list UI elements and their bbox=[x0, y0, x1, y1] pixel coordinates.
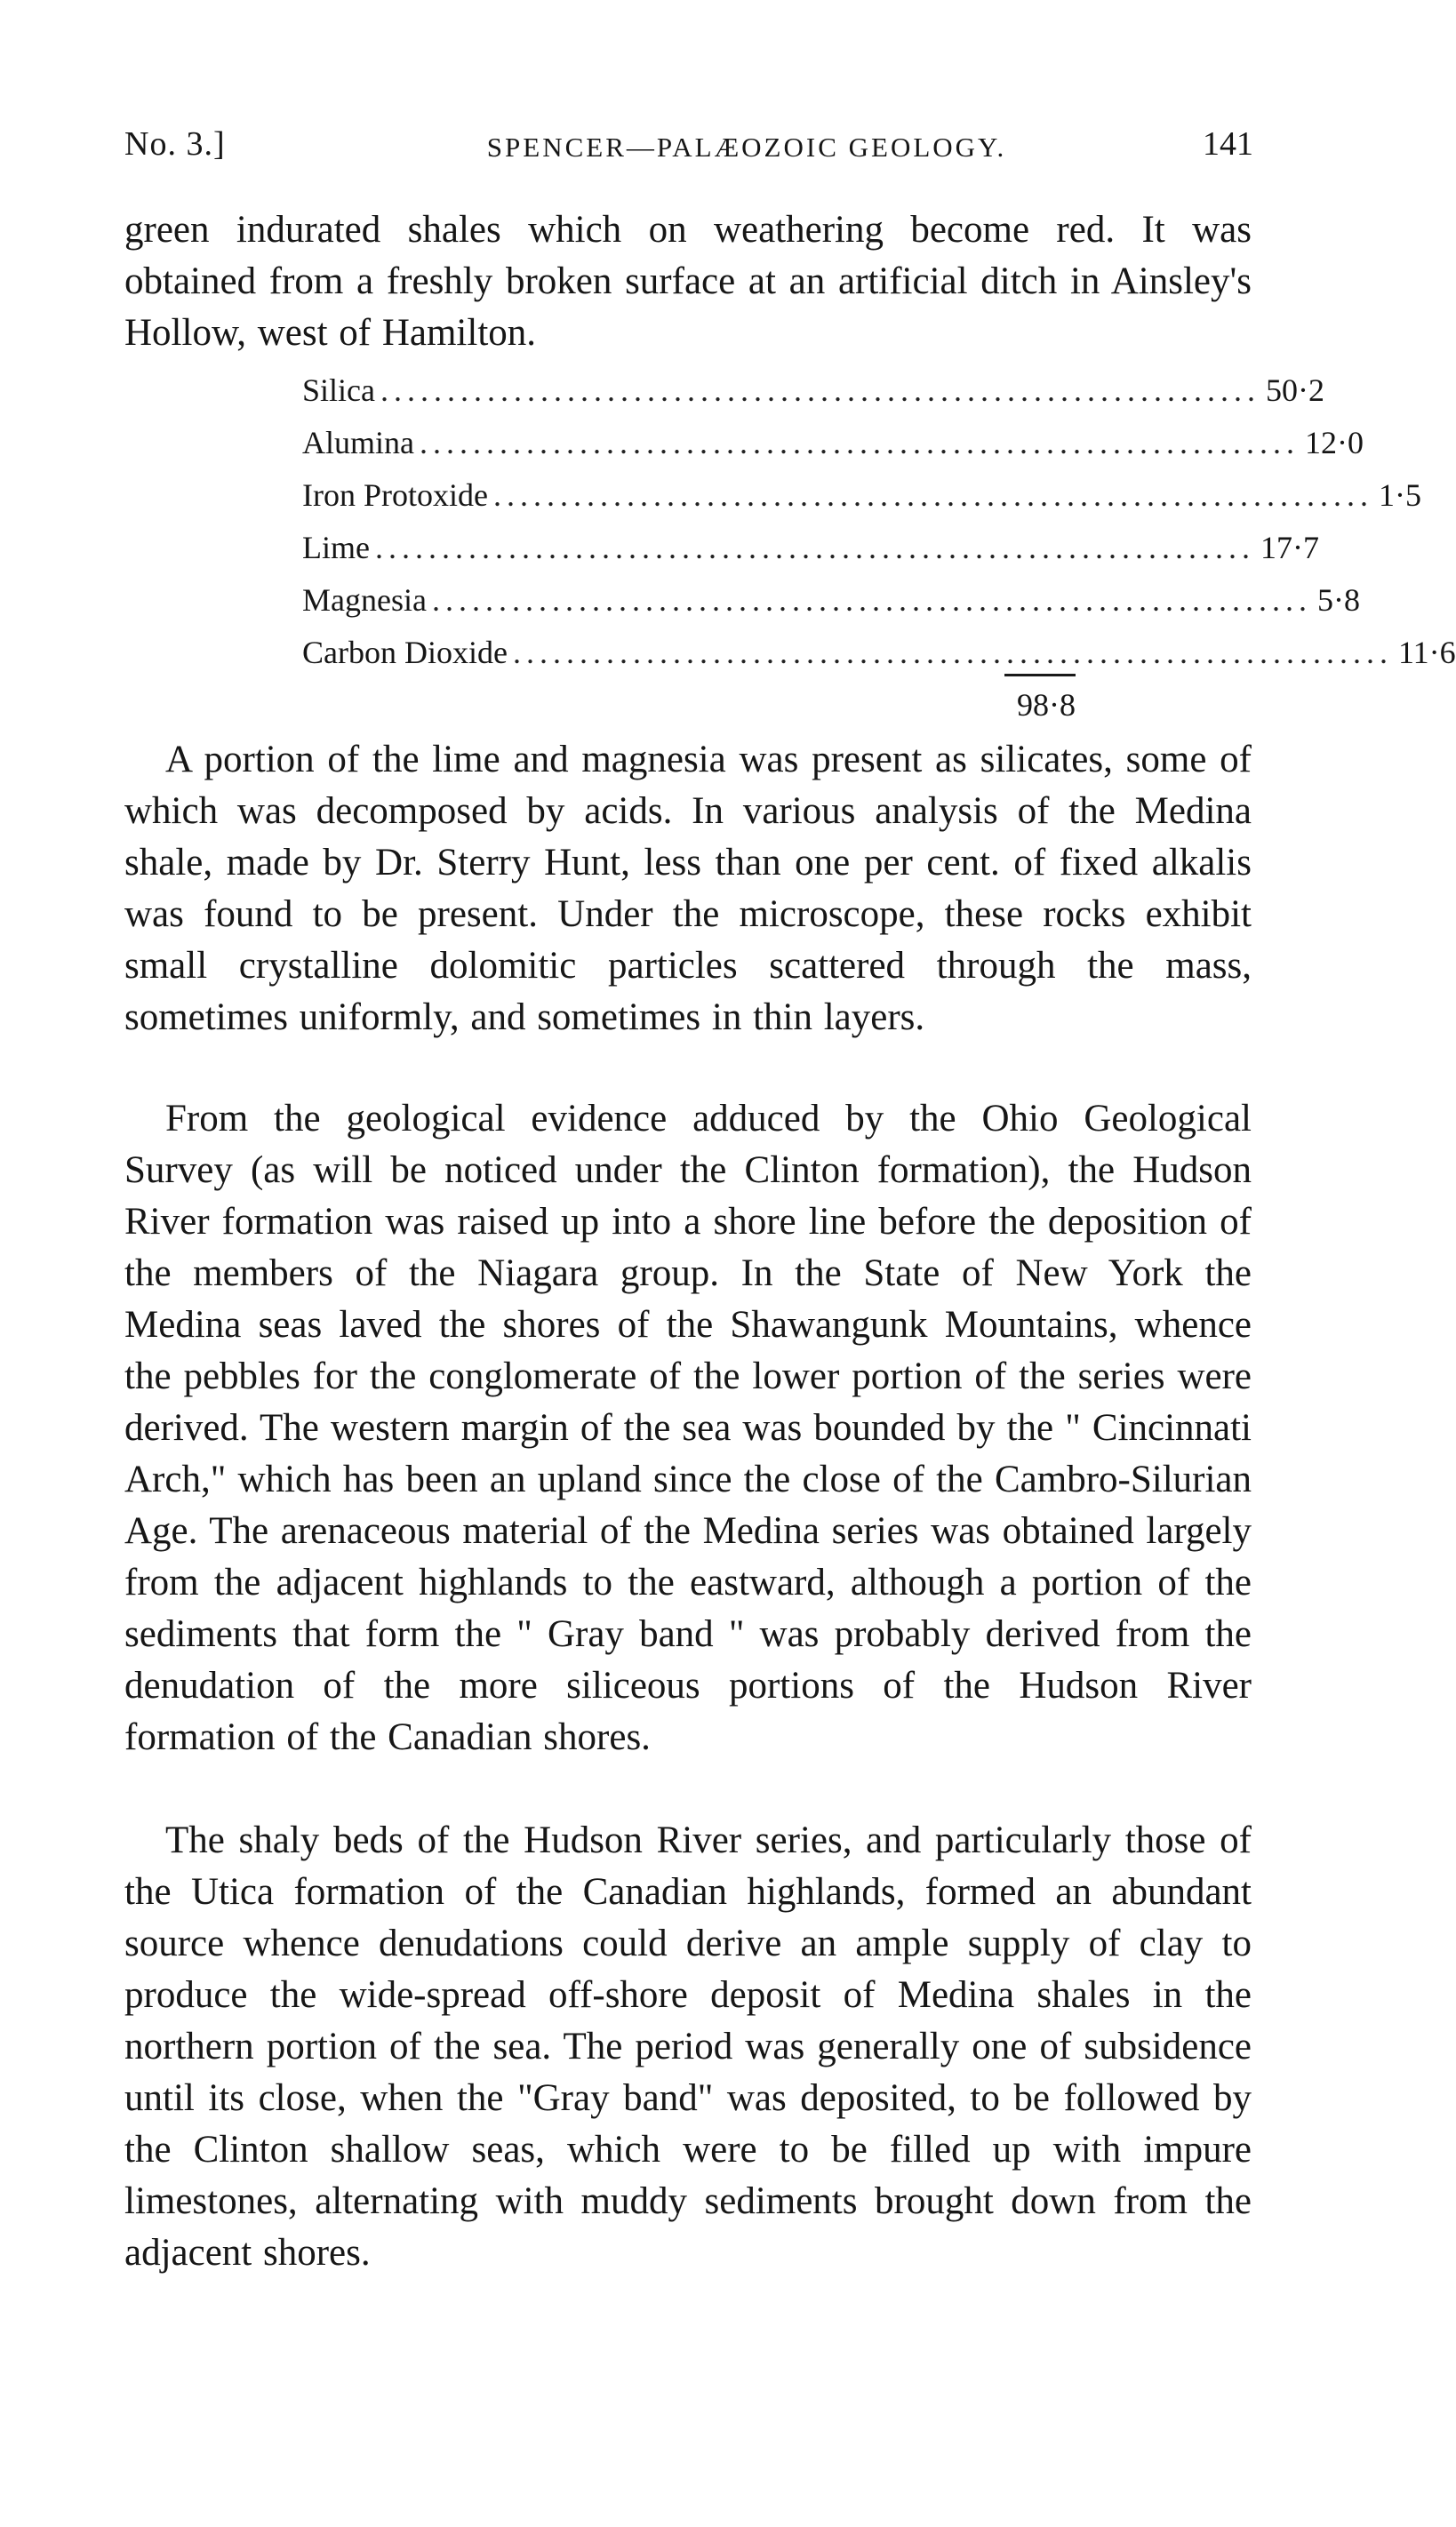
constituent-name: Carbon Dioxide bbox=[302, 635, 508, 670]
analysis-row bbox=[302, 581, 1360, 634]
constituent-value: 11·6 bbox=[1397, 635, 1456, 670]
leader-dots: .................................................................. bbox=[419, 425, 1300, 460]
paragraph-silicates bbox=[124, 734, 1252, 1044]
analysis-row bbox=[302, 476, 1421, 529]
chemical-analysis-table bbox=[302, 372, 1456, 686]
paragraph-text: The shaly beds of the Hudson River series, and particularly those of the Utica formation of the Canadian highlands, formed an abundant source whence denudations could derive an ample supply of clay to produce the wide-spread off-shore deposit of Medina shales in the northern portion of the sea. The period was generally one of subsidence until its close, when the "Gray band" was deposited, to be followed by the Clinton shallow seas, which were to be filled up with impure limestones, alternating with muddy sediments brought down from the adjacent shores. bbox=[124, 1819, 1252, 2274]
analysis-row bbox=[302, 372, 1324, 424]
running-title: SPENCER—PALÆOZOIC GEOLOGY. bbox=[486, 132, 1007, 163]
constituent-value: 50·2 bbox=[1265, 372, 1324, 408]
constituent-value: 1·5 bbox=[1378, 477, 1421, 513]
leader-dots: .................................................................. bbox=[380, 372, 1260, 408]
paragraph-geological-evidence bbox=[124, 1093, 1252, 1763]
analysis-row bbox=[302, 634, 1456, 686]
paragraph-text: A portion of the lime and magnesia was present as silicates, some of which was decomposed by acids. In various analysis of the Medina shale, made by Dr. Sterry Hunt, less than one per cent. of fixed alkalis was found to be present. Under the microscope, these rocks exhibit small crystalline dolomitic particles scattered through the mass, sometimes uniformly, and sometimes in thin layers. bbox=[124, 739, 1252, 1038]
constituent-name: Iron Protoxide bbox=[302, 477, 488, 513]
analysis-total: 98·8 bbox=[1017, 687, 1076, 723]
constituent-value: 17·7 bbox=[1260, 530, 1319, 565]
constituent-name: Alumina bbox=[302, 425, 414, 460]
issue-number: No. 3.] bbox=[124, 125, 226, 163]
analysis-row bbox=[302, 424, 1364, 476]
constituent-value: 12·0 bbox=[1304, 425, 1364, 460]
constituent-name: Silica bbox=[302, 372, 375, 408]
paragraph-shaly-beds bbox=[124, 1815, 1252, 2279]
intro-text: green indurated shales which on weathering become red. It was obtained from a freshly broken surface at an artificial ditch in Ainsley's Hollow, west of Hamilton. bbox=[124, 209, 1252, 354]
constituent-name: Lime bbox=[302, 530, 370, 565]
leader-dots: .................................................................. bbox=[512, 635, 1393, 670]
paragraph-text: From the geological evidence adduced by the Ohio Geological Survey (as will be noticed under the Clinton formation), the Hudson River formation was raised up into a shore line before the deposition of the members of the Niagara group. In the State of New York the Medina seas laved the shores of the Shawangunk Mountains, whence the pebbles for the conglomerate of the lower portion of the series were derived. The western margin of the sea was bounded by the " Cincinnati Arch," which has been an upland since the close of the Cambro-Silurian Age. The arenaceous material of the Medina series was obtained largely from the adjacent highlands to the eastward, although a portion of the sediments that form the " Gray band " was probably derived from the denudation of the more siliceous portions of the Hudson River formation of the Canadian shores. bbox=[124, 1098, 1252, 1758]
constituent-name: Magnesia bbox=[302, 582, 427, 618]
leader-dots: .................................................................. bbox=[492, 477, 1373, 513]
running-header bbox=[124, 124, 1253, 178]
constituent-value: 5·8 bbox=[1316, 582, 1360, 618]
leader-dots: .................................................................. bbox=[374, 530, 1255, 565]
sum-rule bbox=[1004, 674, 1076, 676]
page-number: 141 bbox=[1203, 125, 1253, 163]
analysis-row bbox=[302, 529, 1319, 581]
intro-paragraph bbox=[124, 204, 1252, 359]
leader-dots: .................................................................. bbox=[431, 582, 1312, 618]
